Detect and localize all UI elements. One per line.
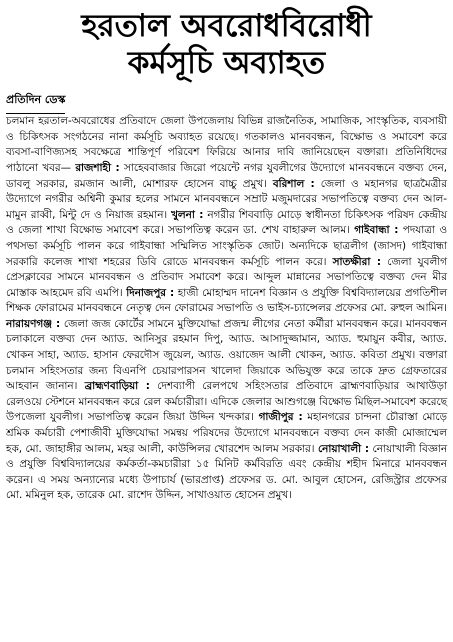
intro-text: চলমান হরতাল-অবরোধের প্রতিবাদে জেলা উপজেলায় বিভিন্ন রাজনৈতিক, সামাজিক, সাংস্কৃতিক, ব্যবসায়ী ও চিকিৎসক সংগঠনের নানা কর্মসূচি অব্যাহত রয়েছে। গতকালও মানববন্ধন, বিক্ষোভ ও সমাবেশ করে ব্যবসা-বাণিজ্যসহ সবক্ষেত্রে শান্তিপূর্ণ পরিবেশ ফিরিয়ে আনার দাবি জানিয়েছেন বক্তারা। প্রতিনিধিদের পাঠানো খবর— <box>6 115 447 174</box>
place-label-khulna: খুলনা : <box>171 208 204 221</box>
section-text-narayanganj: জেলা জজ কোর্টের সামনে মুক্তিযোদ্ধা প্রজন্ম লীগের নেতা কর্মীরা মানববন্ধন করে। মানববন্ধন চলাকালে বক্তব্য দেন অ্যাড. আনিসুর রহমান দিপু, অ্যাড. আসাদুজ্জামান, অ্যাড. হুমায়ুন কবীর, অ্যাড. খোকন সাহা, অ্যাড. হাসান ফেরদৌস জুয়েল, অ্যাড. ওয়াজেদ আলী খোকন, অ্যাড. কবিতা প্রমুখ। বক্তারা চলমান সহিংসতার জন্য বিএনপি চেয়ারপারসন খালেদা জিয়াকে অভিযুক্ত করে তাকে দ্রুত গ্রেফতারের আহবান জানান। <box>6 317 447 393</box>
byline: প্রতিদিন ডেস্ক <box>6 91 65 114</box>
section-text-gazipur: মহানগরের চান্দনা চৌরাস্তা মোড়ে শ্রমিক কর্মচারী পেশাজীবী মুক্তিযোদ্ধা সমন্বয় পরিষদের উদ্যোগে মানববন্ধনে বক্তব্য দেন কাজী মোজাম্মেল হক, মো. জাহাঙ্গীর আলম, মহর আলী, কাউন্সিলর খোরশেদ আলম সরকার। <box>6 411 447 455</box>
headline-line-2: কর্মসূচি অব্যাহত <box>127 44 326 81</box>
place-label-noakhali: নোয়াখালী : <box>317 442 370 455</box>
place-label-satkhira: সাতক্ষীরা : <box>332 255 382 268</box>
place-label-gaibandha: গাইবান্ধা : <box>354 224 399 237</box>
section-text-noakhali: নোয়াখালী বিজ্ঞান ও প্রযুক্তি বিশ্ববিদ্যালয়ের কর্মকর্তা-কমচারীরা ১৫ মিনিট কর্মবিরতি এবং কেন্দ্রীয় শহীদ মিনারে মানববন্ধন করেন। এ সময় অন্যান্যের মধ্যে উপাচার্য (ভারপ্রাপ্ত) প্রফেসর ড. মো. আবুল হোসেন, রেজিস্ট্রার প্রফেসর মো. মমিনুল হক, তারেক মো. রাশেদ উদ্দিন, সাখাওয়াত হোসেন প্রমুখ। <box>6 442 448 502</box>
place-label-barishal: বরিশাল : <box>272 177 315 190</box>
place-label-dinajpur: দিনাজপুর : <box>126 286 175 299</box>
headline <box>6 8 447 81</box>
section-text-barishal: জেলা ও মহানগর ছাত্রমৈত্রীর উদ্যোগে নগরীর অশ্বিনী কুমার হলের সামনে মানববন্ধনে সম্রাট মজুমদারের সভাপতিত্বে বক্তব্য দেন আল-মামুন রাব্বী, মিন্টু দে ও নিয়াজ রহমান। <box>6 177 447 221</box>
place-label-gazipur: গাজীপুর : <box>258 411 303 424</box>
section-text-gaibandha: পদযাত্রা ও পথসভা কর্মসূচি পালন করে গাইবান্ধা সম্মিলিত সাংস্কৃতিক জোট। অন্যদিকে ছাত্রলীগ (জাসদ) গাইবান্ধা সরকারি কলেজ শাখা শহরের ডিবি রোডে মানববন্ধন কর্মসূচি পালন করে। <box>6 224 447 268</box>
headline-line-1: হরতাল অবরোধবিরোধী <box>81 8 372 44</box>
place-label-rajshahi: রাজশাহী : <box>75 161 120 174</box>
place-label-brahmanbaria: ব্রাহ্মণবাড়িয়া : <box>84 380 150 393</box>
section-text-brahmanbaria: দেশব্যাপী রেলপথে সহিংসতার প্রতিবাদে ব্রাহ্মণবাড়িয়ার আখাউড়া রেলওয়ে স্টেশনে মানববন্ধন করে রেল কর্মচারীরা। এদিকে জেলার আশুগঞ্জে বিক্ষোভ মিছিল-সমাবেশ করেছে উপজেলা যুবলীগ। সভাপতিত্ব করেন জিয়া উদ্দিন খন্দকার। <box>6 380 447 424</box>
article-body <box>6 114 447 504</box>
section-text-dinajpur: হাজী মোহাম্মদ দানেশ বিজ্ঞান ও প্রযুক্তি বিশ্ববিদ্যালয়ের প্রগতিশীল শিক্ষক ফোরামের মানববন্ধনে নেতৃত্ব দেন ফোরামের সভাপতি ও ভাইস-চ্যান্সেলর প্রফেসর মো. রুহুল আমিন। <box>6 286 448 315</box>
section-text-khulna: নগরীর শিববাড়ি মোড়ে স্বাধীনতা চিকিৎসক পরিষদ কেন্দ্রীয় ও জেলা শাখা বিক্ষোভ সমাবেশ করে। সভাপতিত্ব করেন ডা. শেখ বাহারুল আলম। <box>6 208 447 237</box>
section-text-rajshahi: সাহেববাজার জিরো পয়েন্টে নগর যুবলীগের উদ্যোগে মানববন্ধনে বক্তব্য দেন, ডাবলু সরকার, রমজান আলী, মোশারফ হোসেন বাচ্চু প্রমুখ। <box>6 161 447 190</box>
article-paragraph <box>6 114 447 504</box>
place-label-narayanganj: নারায়ণগঞ্জ : <box>6 317 61 330</box>
section-text-satkhira: জেলা যুবলীগ প্রেসক্লাবের সামনে মানববন্ধন ও প্রতিবাদ সমাবেশ করে। আব্দুল মান্নানের সভাপতিত্বে বক্তব্য দেন মীর মোস্তাক আহমেদ রবি এমপি। <box>6 255 447 299</box>
